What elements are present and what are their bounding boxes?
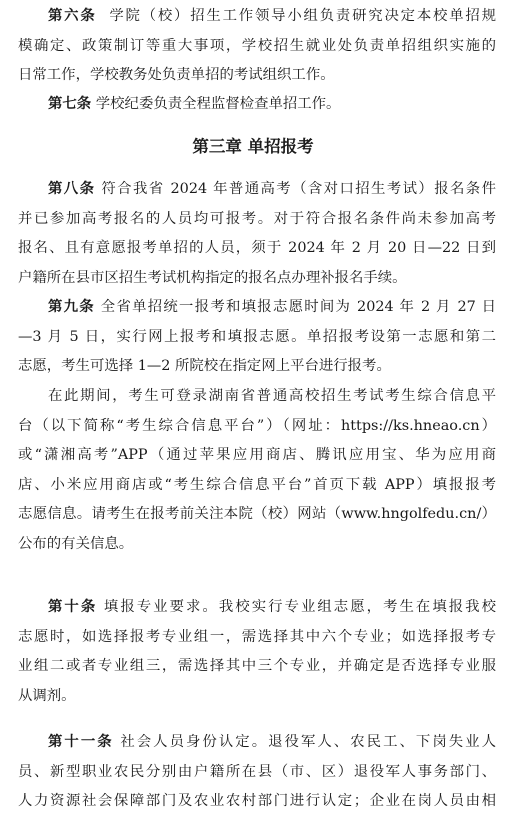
article-9-paragraph-2 — [18, 382, 496, 559]
article-9-line-1 — [18, 292, 496, 323]
article-10-line-4: 从调剂。 — [18, 687, 76, 704]
article-9-line-3: 志愿，考生可选择 1—2 所院校在指定网上平台进行报考。 — [18, 358, 391, 374]
article-8-line-2: 并已参加高考报名的人员均可报考。对于符合报名条件尚未参加高考 — [18, 210, 496, 227]
article-9b-line-4: 店、小米应用商店或“考生综合信息平台”首页下载 APP）填报报考 — [18, 476, 496, 493]
article-8-label: 第八条 — [48, 180, 96, 197]
article-9b-line-2: 台（以下简称“考生综合信息平台”）（网址：https://ks.hneao.cn） — [18, 417, 496, 434]
article-11-line-3: 人力资源社会保障部门及农业农村部门进行认定；企业在岗人员由相 — [18, 793, 496, 809]
article-8-line-3: 报名、且有意愿报考单招的人员，须于 2024 年 2 月 20 日—22 日到 — [18, 240, 496, 256]
article-6-line-1 — [18, 1, 496, 32]
article-10-line-3: 业组二或者专业组三，需选择其中三个专业，并确定是否选择专业服 — [18, 658, 496, 674]
article-7 — [18, 89, 496, 120]
article-10-label: 第十条 — [48, 598, 98, 615]
article-9b-line-6: 公布的有关信息。 — [18, 535, 134, 552]
article-11-label: 第十一条 — [48, 733, 114, 750]
article-11-text-1: 社会人员身份认定。退役军人、农民工、下岗失业人 — [120, 734, 496, 750]
article-6-line-2: 模确定、政策制订等重大事项，学校招生就业处负责单招组织实施的 — [18, 37, 496, 54]
article-6-label: 第六条 — [48, 7, 97, 24]
article-10-line-1 — [18, 592, 496, 623]
article-8-line-4: 户籍所在县市区招生考试机构指定的报名点办理补报名手续。 — [18, 269, 407, 286]
article-11-line-1 — [18, 727, 496, 758]
article-10-line-2: 志愿时，如选择报考专业组一，需选择其中六个专业；如选择报考专 — [18, 628, 496, 645]
article-11 — [18, 727, 496, 817]
article-10-text-1: 填报专业要求。我校实行专业组志愿，考生在填报我校 — [103, 599, 496, 615]
chapter-title: 第三章 单招报考 — [192, 137, 314, 156]
article-8-text-1: 符合我省 2024 年普通高考（含对口招生考试）报名条件 — [101, 181, 496, 197]
article-7-line-1 — [18, 89, 496, 120]
article-9b-line-1: 在此期间，考生可登录湖南省普通高校招生考试考生综合信息平 — [48, 388, 496, 404]
article-6-text-1: 学院（校）招生工作领导小组负责研究决定本校单招规 — [109, 8, 496, 24]
article-7-text-1: 学校纪委负责全程监督检查单招工作。 — [95, 96, 341, 112]
article-8 — [18, 174, 496, 293]
article-9b-line-3: 或“潇湘高考”APP（通过苹果应用商店、腾讯应用宝、华为应用商 — [18, 447, 496, 463]
article-6-line-3: 日常工作，学校教务处负责单招的考试组织工作。 — [18, 67, 335, 83]
article-9-line-2: —3 月 5 日，实行网上报考和填报志愿。单招报考设第一志愿和第二 — [18, 328, 496, 345]
article-6 — [18, 1, 496, 91]
article-7-label: 第七条 — [48, 95, 92, 112]
article-9-label: 第九条 — [48, 298, 95, 315]
article-10 — [18, 592, 496, 711]
article-11-line-2: 员、新型职业农民分别由户籍所在县（市、区）退役军人事务部门、 — [18, 763, 496, 780]
article-9 — [18, 292, 496, 382]
article-9b-line-5: 志愿信息。请考生在报考前关注本院（校）网站（www.hngolfedu.cn/） — [18, 506, 496, 522]
article-9-text-1: 全省单招统一报考和填报志愿时间为 2024 年 2 月 27 日 — [100, 299, 496, 315]
article-8-line-1 — [18, 174, 496, 205]
